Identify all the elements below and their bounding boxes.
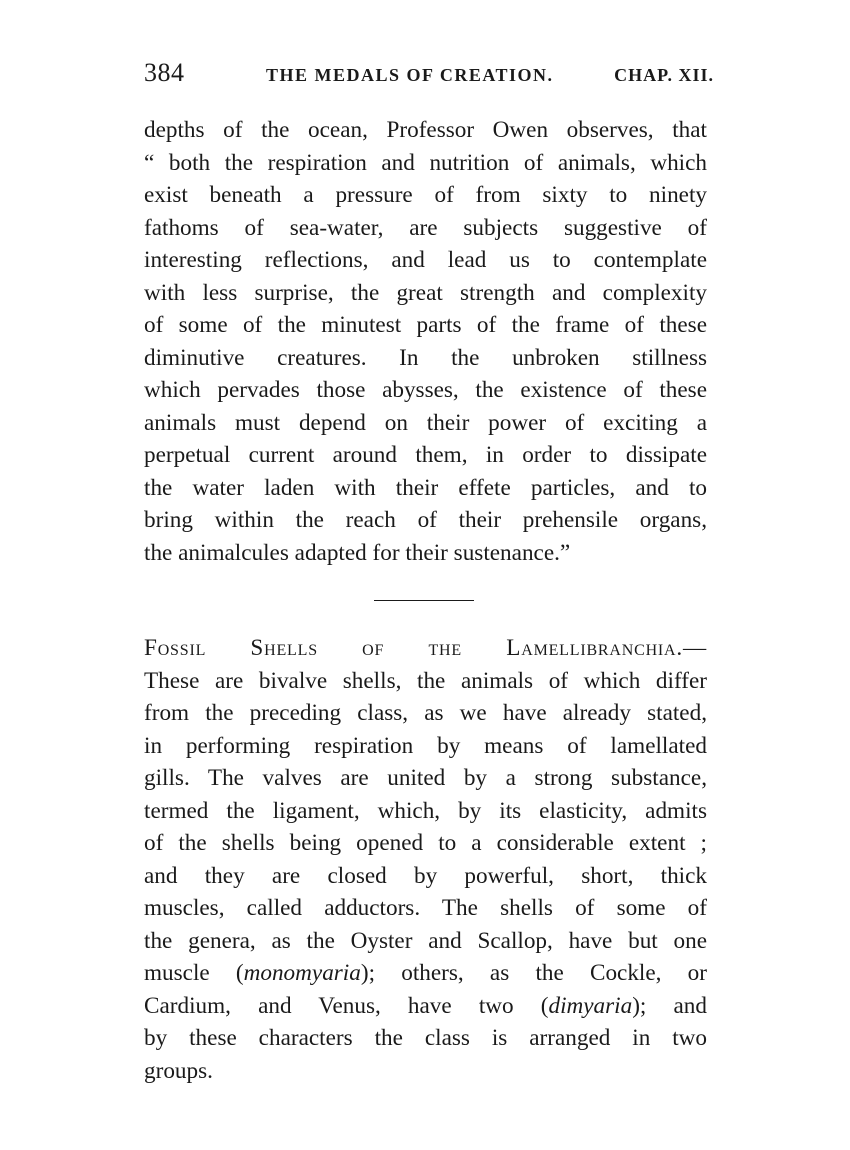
text-line: These are bivalve shells, the animals of which differ	[144, 667, 707, 694]
text-fragment: muscle (	[144, 960, 244, 986]
text-line: which pervades those abysses, the existence of these	[144, 377, 707, 403]
section-paragraph	[144, 632, 707, 1087]
text-line: bring within the reach of their prehensile organs,	[144, 507, 707, 533]
text-line: groups.	[144, 1057, 213, 1084]
running-title: THE MEDALS OF CREATION.	[266, 65, 554, 85]
text-line: depths of the ocean, Professor Owen observes, that	[144, 117, 707, 143]
text-line: the animalcules adapted for their sustenance.”	[144, 539, 571, 566]
text-line-dimyaria	[144, 990, 707, 1023]
text-line: perpetual current around them, in order to dissipate	[144, 442, 707, 468]
text-line: the genera, as the Oyster and Scallop, have but one	[144, 927, 707, 954]
running-header	[144, 58, 714, 94]
chapter-label: CHAP. XII.	[614, 65, 714, 85]
section-heading: Fossil Shells of the Lamellibranchia.—	[144, 635, 707, 661]
text-line: exist beneath a pressure of from sixty to ninety	[144, 182, 707, 208]
text-fragment: ); and	[632, 992, 707, 1019]
text-line: “ both the respiration and nutrition of animals, which	[144, 149, 707, 176]
text-line: muscles, called adductors. The shells of some of	[144, 895, 707, 921]
text-line: fathoms of sea-water, are subjects suggestive of	[144, 214, 707, 241]
italic-term: dimyaria	[548, 992, 633, 1019]
text-line: gills. The valves are united by a strong substance,	[144, 765, 707, 791]
text-line: in performing respiration by means of lamellated	[144, 732, 707, 759]
text-line: and they are closed by powerful, short, thick	[144, 862, 707, 889]
text-fragment: ); others, as the Cockle, or	[360, 960, 707, 986]
quotation-paragraph	[144, 114, 707, 569]
text-line: interesting reflections, and lead us to contemplate	[144, 247, 707, 273]
text-fragment: Cardium, and Venus, have two (	[144, 992, 549, 1019]
text-line: diminutive creatures. In the unbroken stillness	[144, 344, 707, 371]
text-line: the water laden with their effete particles, and to	[144, 474, 707, 501]
text-line: animals must depend on their power of exciting a	[144, 409, 707, 436]
section-divider	[374, 600, 474, 601]
text-line: from the preceding class, as we have already stated,	[144, 700, 707, 726]
text-line: of the shells being opened to a considerable extent ;	[144, 830, 707, 856]
italic-term: monomyaria	[243, 960, 361, 986]
text-line: by these characters the class is arranged in two	[144, 1025, 707, 1051]
text-line: of some of the minutest parts of the frame of these	[144, 312, 707, 338]
text-line: termed the ligament, which, by its elasticity, admits	[144, 797, 707, 824]
text-line: with less surprise, the great strength and complexity	[144, 279, 707, 306]
page-number: 384	[144, 58, 185, 87]
text-line-monomyaria	[144, 957, 707, 990]
